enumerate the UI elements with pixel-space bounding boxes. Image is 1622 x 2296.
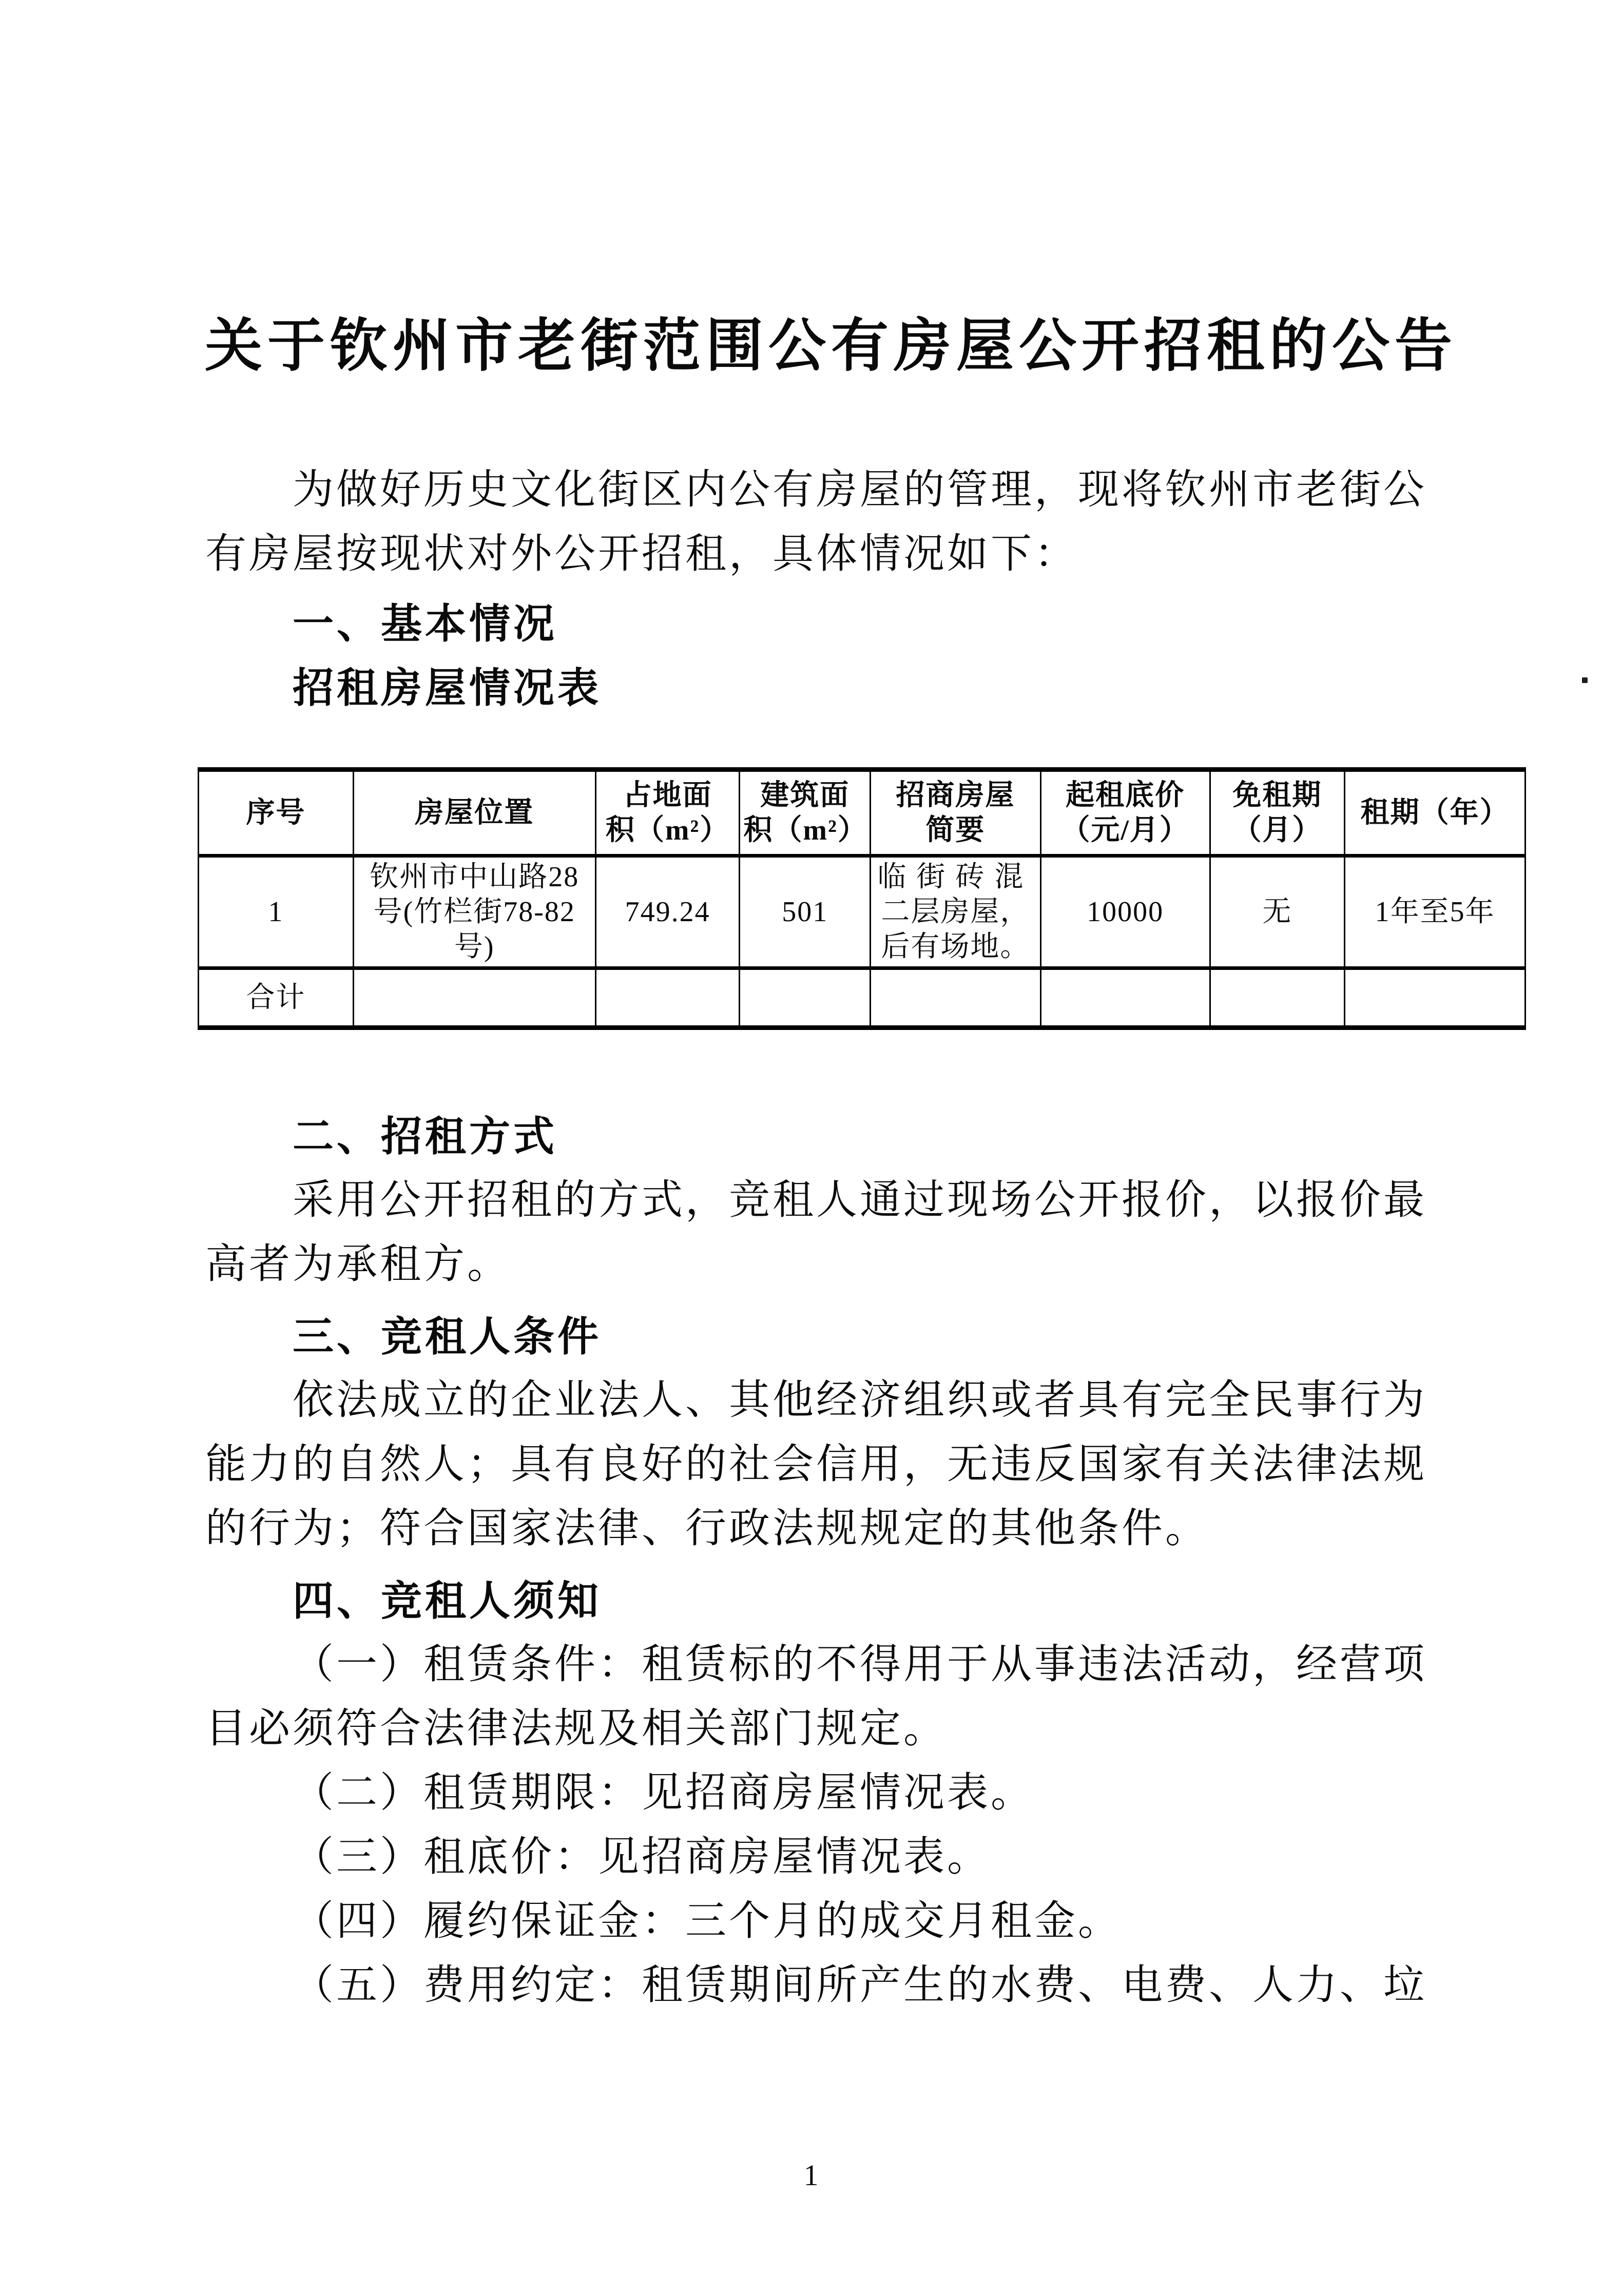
th-brief: [871, 770, 1041, 856]
th-term: [1345, 770, 1526, 856]
td-location-line2: 号(竹栏街78-82: [373, 896, 575, 928]
th-brief-line1: 招商房屋: [896, 780, 1015, 811]
document-title: 关于钦州市老街范围公有房屋公开招租的公告: [205, 315, 1457, 378]
th-brief-line2: 简要: [925, 814, 986, 846]
th-land-area-line1: 占地面: [623, 780, 712, 811]
section2-line-2: 高者为承租方。: [205, 1242, 511, 1287]
td-term-text: 1年至5年: [1375, 896, 1495, 928]
page-number: 1: [803, 2158, 819, 2192]
td-total-empty-6: [1210, 968, 1345, 1028]
td-total-label-text: 合计: [246, 982, 306, 1014]
td-build-area-text: 501: [782, 896, 828, 928]
rental-houses-table: [198, 767, 1526, 1030]
td-rent-free: [1210, 856, 1345, 968]
td-total-empty-2: [595, 968, 740, 1028]
td-base-rent: [1040, 856, 1210, 968]
table-total-row: [199, 968, 1526, 1028]
scan-speck: [1582, 677, 1588, 683]
th-build-area-line2: 积（m²）: [743, 814, 867, 846]
section3-line-1: 依法成立的企业法人、其他经济组织或者具有完全民事行为: [293, 1378, 1427, 1423]
td-brief-line2: 二层房屋，: [881, 896, 1030, 928]
th-seq: [199, 770, 354, 856]
th-rent-free-line1: 免租期: [1232, 780, 1322, 811]
section2-heading: 二、招租方式: [293, 1114, 557, 1159]
th-build-area: [740, 770, 871, 856]
section1-heading: 一、基本情况: [293, 601, 557, 647]
section2-line-1: 采用公开招租的方式，竞租人通过现场公开报价，以报价最: [293, 1178, 1427, 1223]
td-base-rent-text: 10000: [1087, 896, 1164, 928]
td-location: [353, 856, 595, 968]
td-land-area-text: 749.24: [625, 896, 710, 928]
th-seq-text: 序号: [246, 797, 306, 829]
table-row: [199, 856, 1526, 968]
td-land-area: [595, 856, 740, 968]
th-land-area-line2: 积（m²）: [605, 814, 730, 846]
td-total-empty-1: [353, 968, 595, 1028]
table-caption: 招租房屋情况表: [293, 665, 602, 711]
section4-item1-line-1: （一）租赁条件：租赁标的不得用于从事违法活动，经营项: [293, 1642, 1427, 1687]
th-base-rent-line1: 起租底价: [1066, 780, 1185, 811]
td-brief-line1: 临街砖混: [877, 861, 1034, 893]
th-rent-free: [1210, 770, 1345, 856]
td-seq-text: 1: [268, 896, 284, 928]
td-total-label: [199, 968, 354, 1028]
td-build-area: [740, 856, 871, 968]
td-total-empty-7: [1345, 968, 1526, 1028]
th-land-area: [595, 770, 740, 856]
table-header-row: [199, 770, 1526, 856]
section4-item5: （五）费用约定：租赁期间所产生的水费、电费、人力、垃: [293, 1963, 1427, 2008]
td-term: [1345, 856, 1526, 968]
section4-item4: （四）履约保证金：三个月的成交月租金。: [293, 1899, 1122, 1944]
th-base-rent-line2: （元/月）: [1061, 814, 1189, 846]
section4-item2: （二）租赁期限：见招商房屋情况表。: [293, 1770, 1034, 1816]
td-location-line1: 钦州市中山路28: [370, 861, 580, 893]
th-location-text: 房屋位置: [415, 797, 534, 829]
th-term-text: 租期（年）: [1360, 797, 1510, 829]
th-rent-free-line2: （月）: [1232, 814, 1322, 846]
section4-item1-line-2: 目必须符合法律法规及相关部门规定。: [205, 1706, 947, 1752]
td-seq: [199, 856, 354, 968]
th-base-rent: [1040, 770, 1210, 856]
section4-heading: 四、竞租人须知: [293, 1578, 602, 1624]
td-total-empty-4: [871, 968, 1041, 1028]
section4-item3: （三）租底价：见招商房屋情况表。: [293, 1835, 991, 1880]
section3-heading: 三、竞租人条件: [293, 1314, 602, 1359]
td-total-empty-3: [740, 968, 871, 1028]
intro-line-2: 有房屋按现状对外公开招租，具体情况如下：: [205, 532, 1078, 577]
td-rent-free-text: 无: [1262, 896, 1292, 928]
td-brief-line3: 后有场地。: [881, 931, 1030, 963]
section3-line-2: 能力的自然人；具有良好的社会信用，无违反国家有关法律法规: [205, 1442, 1427, 1487]
td-brief: [871, 856, 1041, 968]
td-total-empty-5: [1040, 968, 1210, 1028]
th-build-area-line1: 建筑面: [760, 780, 850, 811]
td-location-line3: 号): [454, 931, 495, 963]
document-content: [198, 0, 1526, 2018]
section3-line-3: 的行为；符合国家法律、行政法规规定的其他条件。: [205, 1506, 1209, 1551]
intro-line-1: 为做好历史文化街区内公有房屋的管理，现将钦州市老街公: [293, 468, 1427, 513]
th-location: [353, 770, 595, 856]
